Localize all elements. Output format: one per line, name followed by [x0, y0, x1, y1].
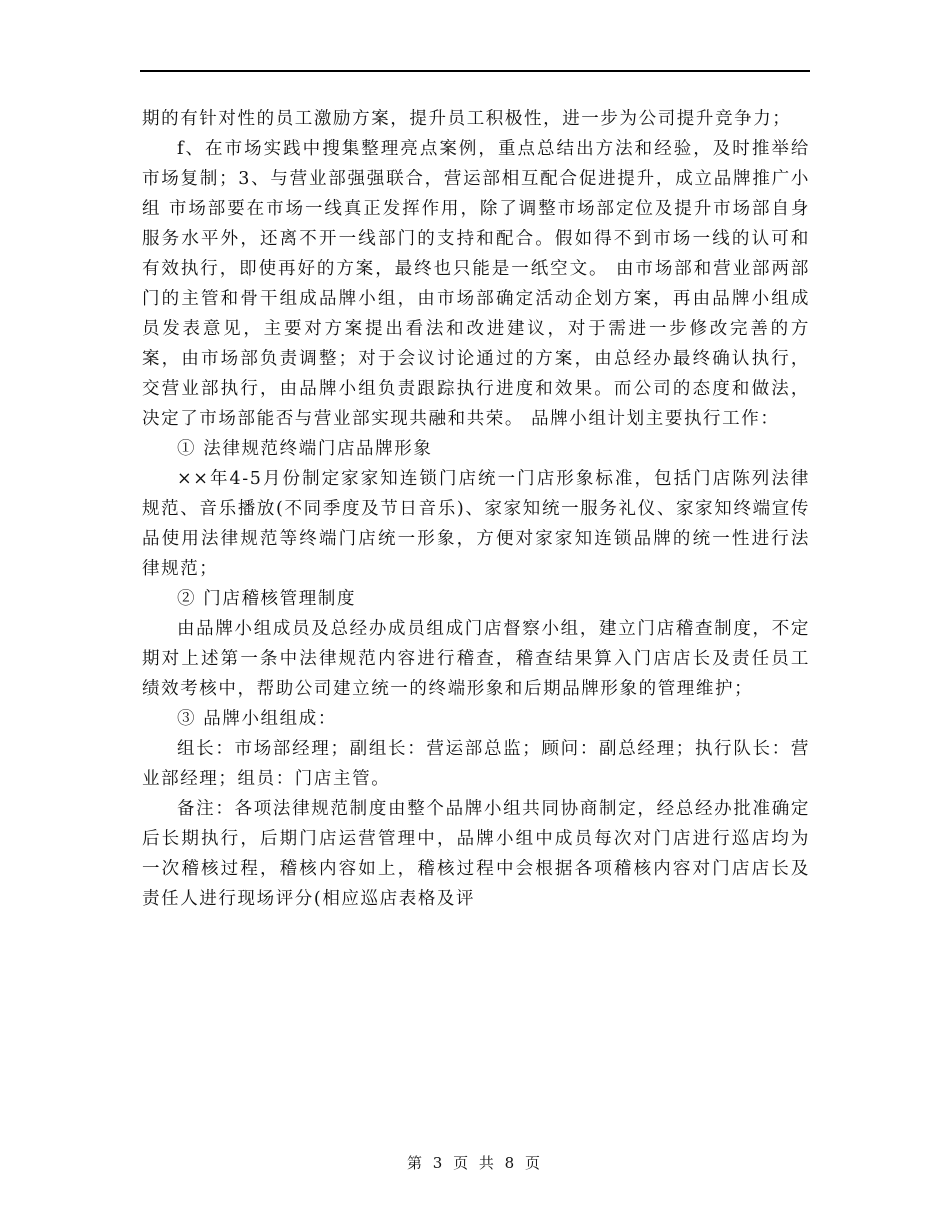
section-heading-1: ① 法律规范终端门店品牌形象 — [177, 439, 433, 459]
paragraph-5: 组长：市场部经理；副组长：营运部总监；顾问：副总经理；执行队长：营业部经理；组员：门店主管。 — [142, 739, 810, 789]
paragraph-6: 备注：各项法律规范制度由整个品牌小组共同协商制定，经总经办批准确定后长期执行，后期门店运营管理中，品牌小组中成员每次对门店进行巡店均为一次稽核过程，稽核内容如上，稽核过程中会根据各项稽核内容对门店店长及责任人进行现场评分(相应巡店表格及评 — [142, 799, 810, 909]
page-footer: 第 3 页 共 8 页 — [407, 1154, 543, 1172]
paragraph-2: f、在市场实践中搜集整理亮点案例，重点总结出方法和经验，及时推举给市场复制；3、与营业部强强联合，营运部相互配合促进提升，成立品牌推广小组 市场部要在市场一线真正发挥作用，除了调整市场部定位及提升市场部自身服务水平外，还离不开一线部门的支持和配合。假如得不到市场一线的认可和有效执行，即使再好的方案，最终也只能是一纸空文。 由市场部和营业部两部门的主管和骨干组成品牌小组，由市场部确定活动企划方案，再由品牌小组成员发表意见，主要对方案提出看法和改进建议，对于需进一步修改完善的方案，由市场部负责调整；对于会议讨论通过的方案，由总经办最终确认执行，交营业部执行，由品牌小组负责跟踪执行进度和效果。而公司的态度和做法，决定了市场部能否与营业部实现共融和共荣。 品牌小组计划主要执行工作： — [142, 139, 810, 429]
paragraph-3: ××年4-5月份制定家家知连锁门店统一门店形象标准，包括门店陈列法律规范、音乐播放(不同季度及节日音乐)、家家知统一服务礼仪、家家知终端宣传品使用法律规范等终端门店统一形象，方便对家家知连锁品牌的统一性进行法律规范； — [142, 469, 810, 579]
document-body — [142, 104, 810, 914]
section-heading-3: ③ 品牌小组组成： — [177, 709, 337, 729]
paragraph-1: 期的有针对性的员工激励方案，提升员工积极性，进一步为公司提升竞争力； — [142, 109, 792, 129]
section-heading-2: ② 门店稽核管理制度 — [177, 589, 357, 609]
paragraph-4: 由品牌小组成员及总经办成员组成门店督察小组，建立门店稽查制度，不定期对上述第一条中法律规范内容进行稽查，稽查结果算入门店店长及责任员工绩效考核中，帮助公司建立统一的终端形象和后期品牌形象的管理维护； — [142, 619, 810, 699]
header-rule — [140, 70, 810, 72]
